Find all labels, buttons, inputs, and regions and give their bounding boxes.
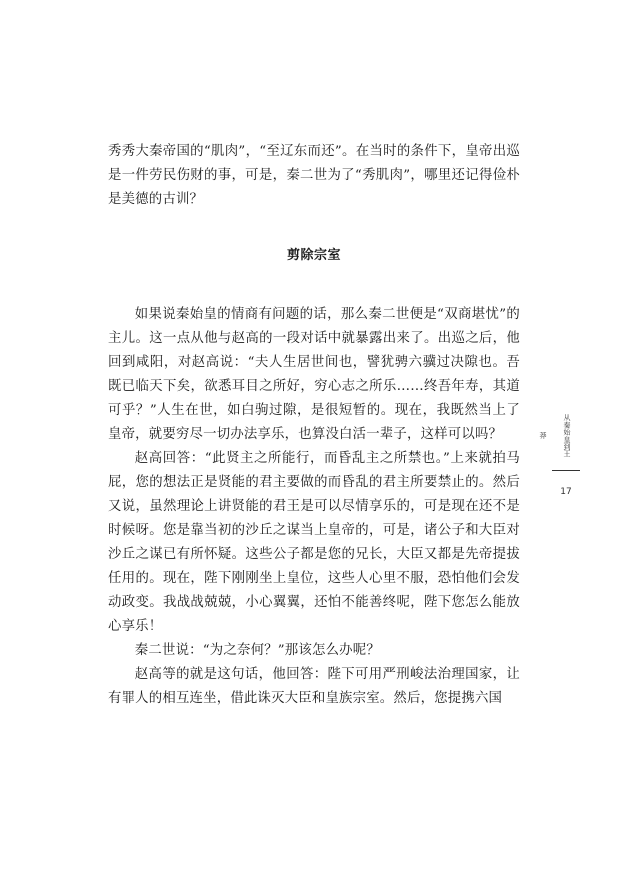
paragraph-1: 如果说秦始皇的情商有问题的话，那么秦二世便是“双商堪忧”的主儿。这一点从他与赵高的一段对话中就暴露出来了。出巡之后，他回到咸阳，对赵高说：“夫人生居世间也，譬犹骋六骥过决隙也。吾既已临天下矣，欲悉耳目之所好，穷心志之所乐……终吾年寿，其道可乎？”人生在世，如白驹过隙，是很短暂的。现在，我既然当上了皇帝，就要穷尽一切办法享乐，也算没白活一辈子，这样可以吗？	[108, 307, 520, 442]
page-number: 17	[560, 487, 572, 497]
paragraph-4: 赵高等的就是这句话，他回答：陛下可用严刑峻法治理国家，让有罪人的相互连坐，借此诛灭大臣和皇族宗室。然后，您提携六国	[108, 667, 520, 706]
paragraph-3: 秦二世说：“为之奈何？”那该怎么办呢？	[134, 643, 380, 658]
margin-divider	[552, 470, 580, 471]
continued-paragraph-block	[108, 140, 520, 212]
continued-paragraph: 秀秀大秦帝国的“肌肉”，“至辽东而还”。在当时的条件下，皇帝出巡是一件劳民伤财的事，可是，秦二世为了“秀肌肉”，哪里还记得俭朴是美德的古训？	[108, 144, 520, 207]
running-header: 从秦始皇到王莽	[539, 414, 571, 458]
main-text-block	[108, 303, 520, 711]
paragraph-2: 赵高回答：“此贤主之所能行，而昏乱主之所禁也。”上来就拍马屁，您的想法正是贤能的君主要做的而昏乱的君主所要禁止的。然后又说，虽然理论上讲贤能的君王是可以尽情享乐的，可是现在还不是时候呀。您是靠当初的沙丘之谋当上皇帝的，可是，诸公子和大臣对沙丘之谋已有所怀疑。这些公子都是您的兄长，大臣又都是先帝提拔任用的。现在，陛下刚刚坐上皇位，这些人心里不服，恐怕他们会发动政变。我战战兢兢，小心翼翼，还怕不能善终呢，陛下您怎么能放心享乐！	[108, 451, 520, 634]
section-heading: 剪除宗室	[286, 248, 341, 263]
